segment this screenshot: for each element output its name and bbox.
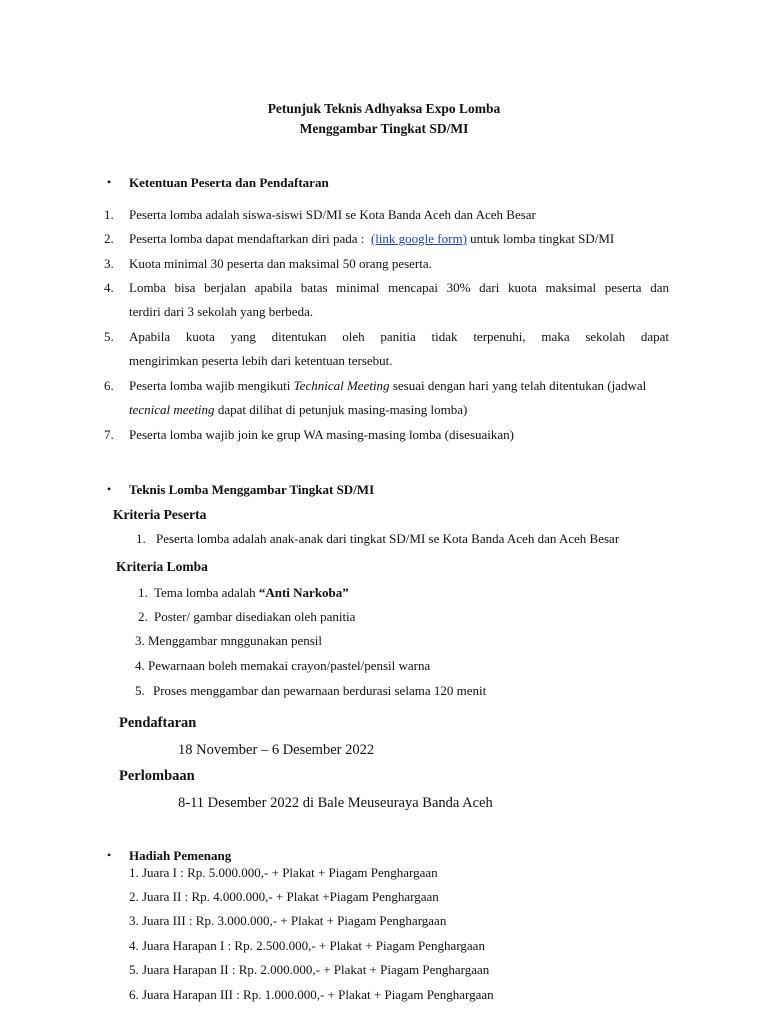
- s1-item5-number: 5.: [104, 329, 114, 344]
- kl-item5-text: Proses menggambar dan pewarnaan berdurasi selama 120 menit: [153, 683, 487, 698]
- s1-item6-line2-post: dapat dilihat di petunjuk masing-masing lomba): [217, 402, 468, 417]
- document-title-line1: Petunjuk Teknis Adhyaksa Expo Lomba: [267, 101, 501, 116]
- kp-item1-text: Peserta lomba adalah anak-anak dari tingkat SD/MI se Kota Banda Aceh dan Aceh Besar: [156, 531, 620, 546]
- s1-item3-number: 3.: [104, 256, 114, 271]
- prize-item: 1. Juara I : Rp. 5.000.000,- + Plakat + Piagam Penghargaan: [129, 865, 438, 880]
- s1-item2-number: 2.: [104, 231, 114, 246]
- s1-item6-post: sesuai dengan hari yang telah ditentukan (jadwal: [392, 378, 647, 393]
- s1-item1-number: 1.: [104, 207, 114, 222]
- kl-item1-number: 1.: [138, 585, 148, 600]
- tecnical-meeting-term: tecnical meeting: [129, 402, 215, 417]
- s1-item7-text: Peserta lomba wajib join ke grup WA masing-masing lomba (disesuaikan): [129, 427, 514, 442]
- kl-item3-number: 3.: [135, 633, 145, 648]
- s1-item1-text: Peserta lomba adalah siswa-siswi SD/MI se Kota Banda Aceh dan Aceh Besar: [129, 207, 536, 222]
- section3-bullet: •: [107, 848, 112, 862]
- section1-bullet: •: [107, 175, 112, 189]
- s1-item2-pre: Peserta lomba dapat mendaftarkan diri pada :: [129, 231, 365, 246]
- kriteria-lomba-heading: Kriteria Lomba: [116, 559, 208, 574]
- s1-item7-number: 7.: [104, 427, 114, 442]
- s1-item2-post: untuk lomba tingkat SD/MI: [470, 231, 615, 246]
- s1-item6-pre: Peserta lomba wajib mengikuti: [129, 378, 291, 393]
- s1-item6-number: 6.: [104, 378, 114, 393]
- s1-item6-line1: [129, 378, 646, 394]
- kl-item4-text: Pewarnaan boleh memakai crayon/pastel/pensil warna: [148, 658, 431, 673]
- kp-item1-number: 1.: [136, 531, 146, 546]
- prize-item: 2. Juara II : Rp. 4.000.000,- + Plakat +Piagam Penghargaan: [129, 889, 439, 904]
- pendaftaran-heading: Pendaftaran: [119, 715, 197, 731]
- s1-item4-line2: terdiri dari 3 sekolah yang berbeda.: [129, 304, 314, 319]
- s1-item3-text: Kuota minimal 30 peserta dan maksimal 50 orang peserta.: [129, 256, 432, 271]
- google-form-link[interactable]: (link google form): [370, 231, 467, 246]
- kl-item2-number: 2.: [138, 609, 148, 624]
- kl-item3-text: Menggambar mnggunakan pensil: [148, 633, 323, 648]
- perlombaan-heading: Perlombaan: [119, 768, 195, 784]
- section1-heading: Ketentuan Peserta dan Pendaftaran: [129, 175, 329, 190]
- section3-heading: Hadiah Pemenang: [129, 848, 232, 863]
- kriteria-peserta-heading: Kriteria Peserta: [113, 507, 207, 522]
- document-title-line2: Menggambar Tingkat SD/MI: [299, 121, 469, 136]
- prize-item: 5. Juara Harapan II : Rp. 2.000.000,- + Plakat + Piagam Penghargaan: [129, 962, 490, 977]
- s1-item5-line2: mengirimkan peserta lebih dari ketentuan tersebut.: [129, 353, 393, 368]
- section2-bullet: •: [107, 482, 112, 496]
- s1-item5-line1: Apabila kuota yang ditentukan oleh panitia tidak terpenuhi, maka sekolah dapat: [129, 329, 669, 344]
- s1-item4-number: 4.: [104, 280, 114, 295]
- pendaftaran-dates: 18 November – 6 Desember 2022: [178, 742, 375, 758]
- perlombaan-details: 8-11 Desember 2022 di Bale Meuseuraya Banda Aceh: [178, 795, 493, 811]
- kl-item2-text: Poster/ gambar disediakan oleh panitia: [154, 609, 356, 624]
- kl-item4-number: 4.: [135, 658, 145, 673]
- prize-item: 3. Juara III : Rp. 3.000.000,- + Plakat + Piagam Penghargaan: [129, 913, 447, 928]
- kl-item1: [154, 585, 349, 601]
- prize-item: 6. Juara Harapan III : Rp. 1.000.000,- + Plakat + Piagam Penghargaan: [129, 987, 494, 1002]
- technical-meeting-term: Technical Meeting: [293, 378, 390, 393]
- kl-item1-theme: “Anti Narkoba”: [258, 585, 349, 600]
- kl-item1-pre: Tema lomba adalah: [154, 585, 256, 600]
- s1-item2: [129, 231, 614, 247]
- section2-heading: Teknis Lomba Menggambar Tingkat SD/MI: [129, 482, 375, 497]
- kl-item5-number: 5.: [135, 683, 145, 698]
- s1-item4-line1: Lomba bisa berjalan apabila batas minimal mencapai 30% dari kuota maksimal peserta dan: [129, 280, 669, 295]
- s1-item6-line2: [129, 402, 467, 418]
- prize-item: 4. Juara Harapan I : Rp. 2.500.000,- + Plakat + Piagam Penghargaan: [129, 938, 485, 953]
